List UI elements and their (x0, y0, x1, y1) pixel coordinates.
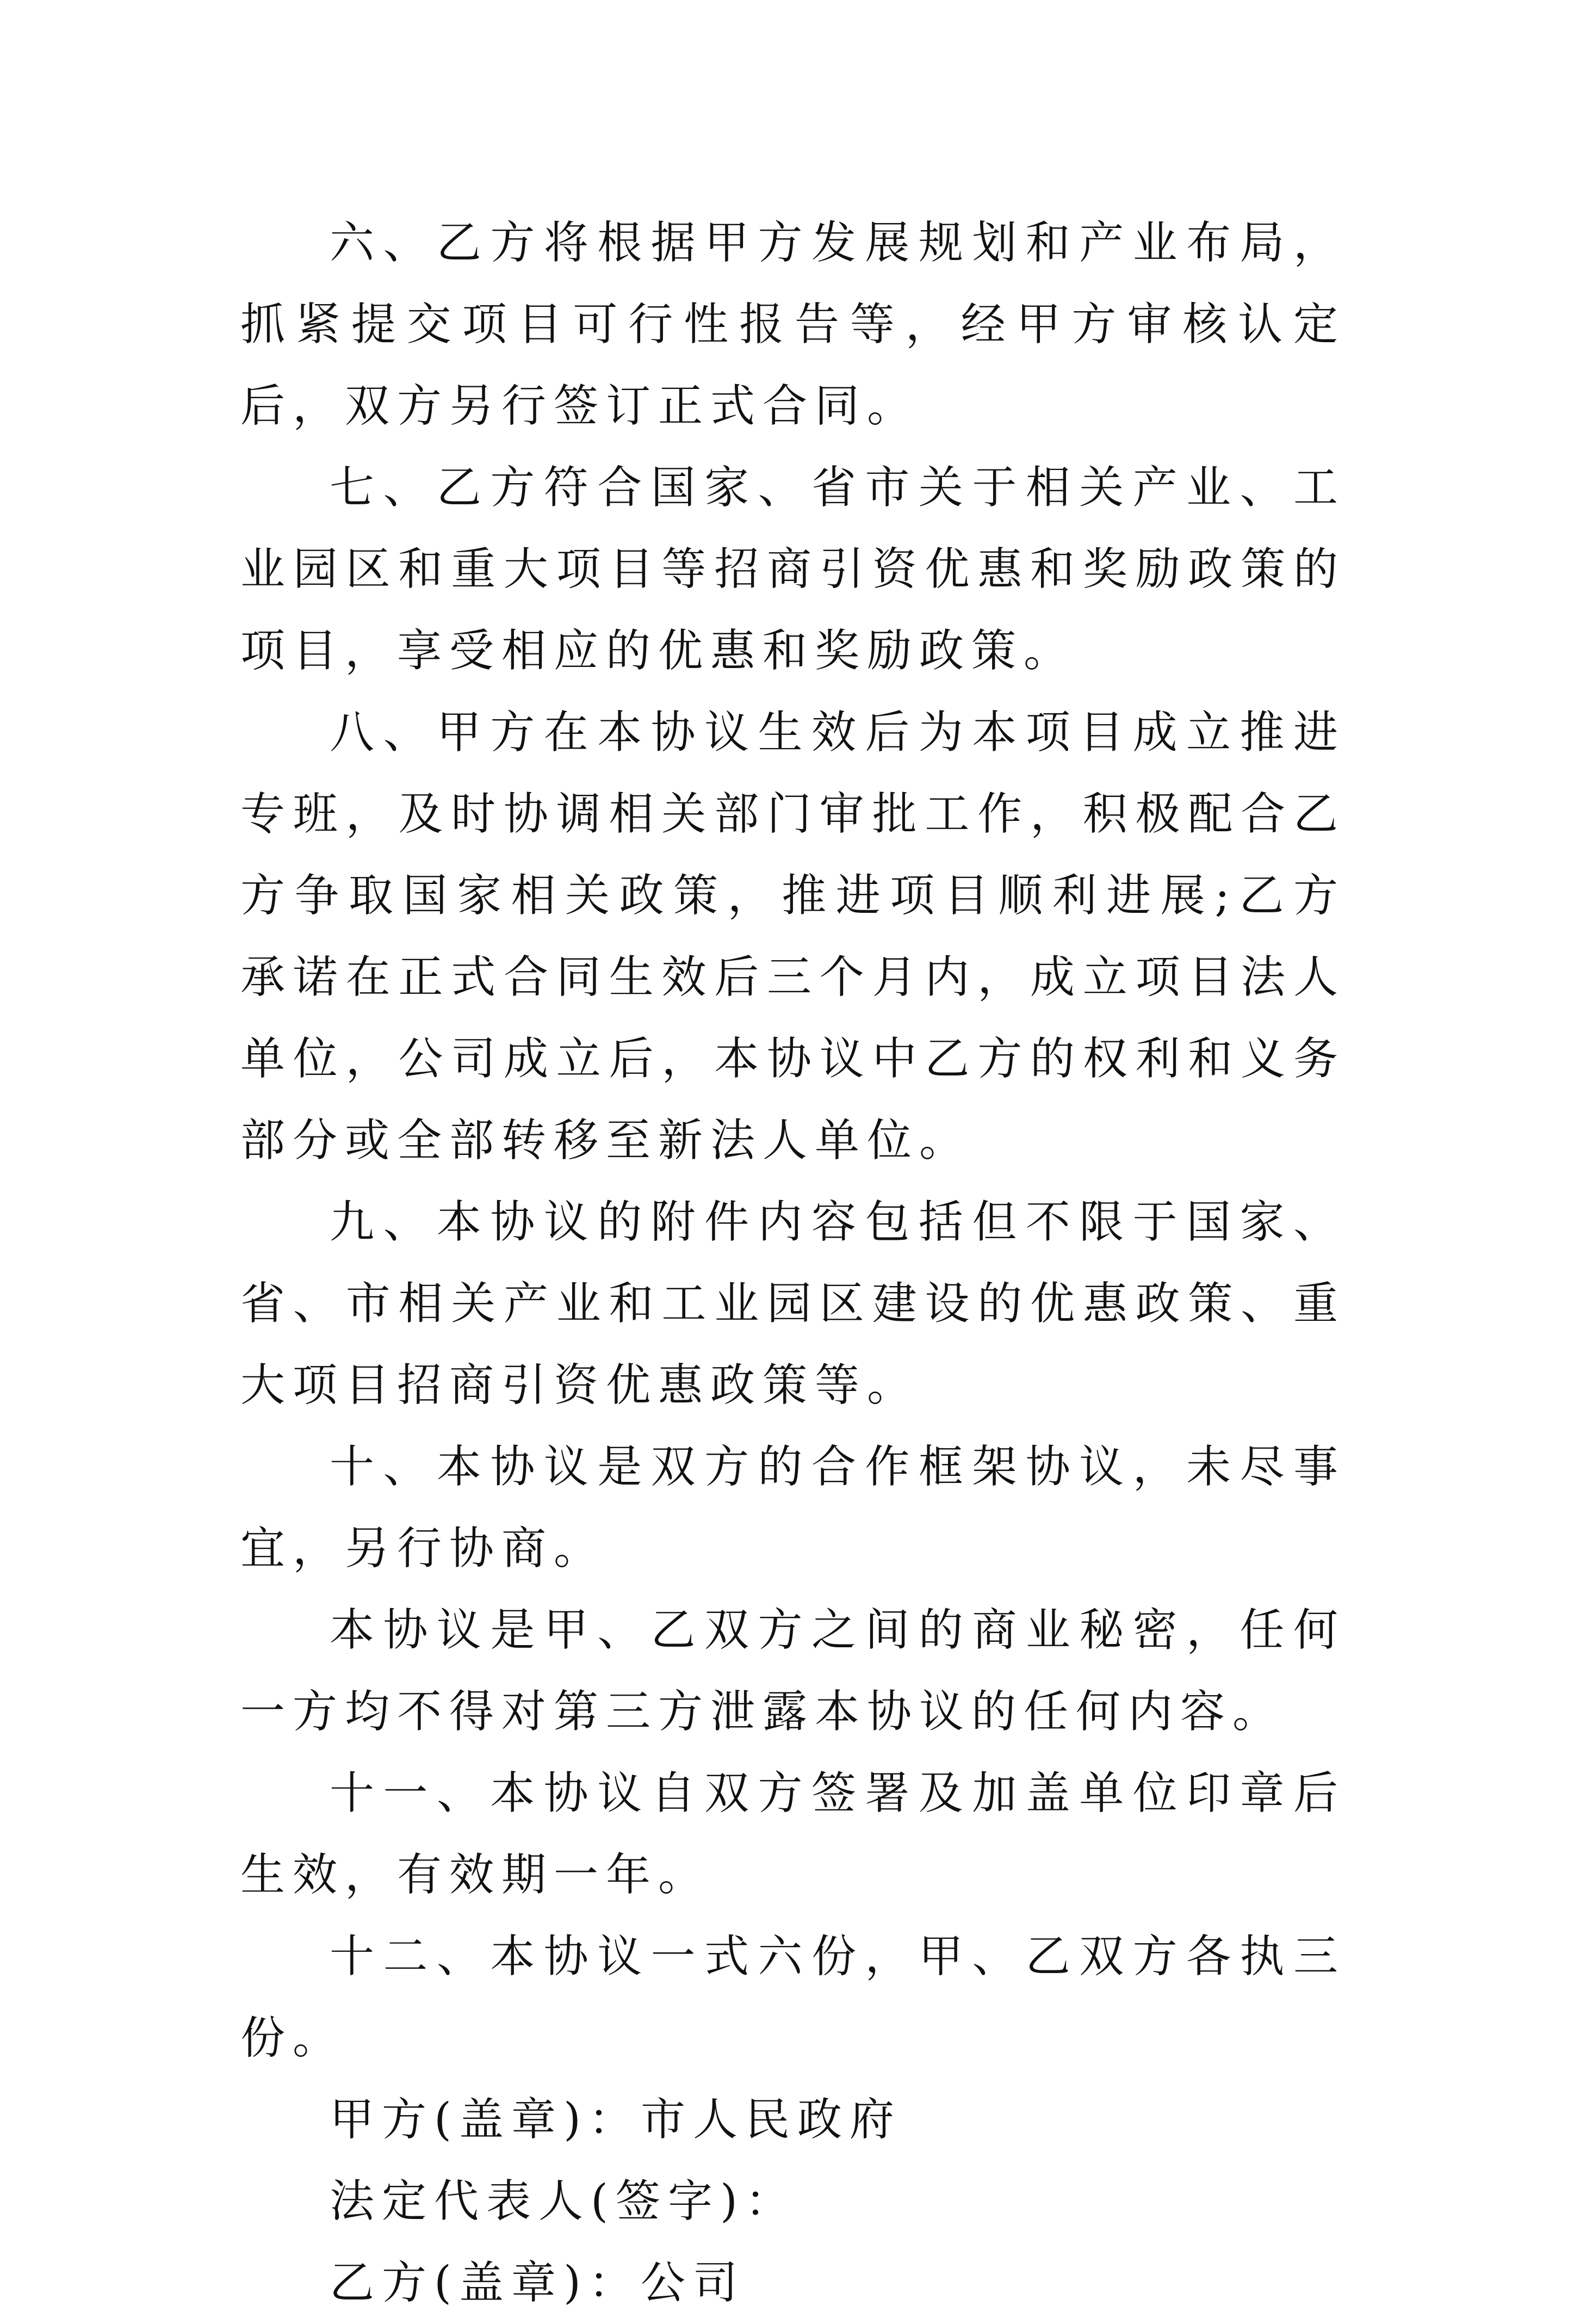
clause-8: 八、甲方在本协议生效后为本项目成立推进专班，及时协调相关部门审批工作，积极配合乙方争取国家相关政策，推进项目顺利进展;乙方承诺在正式合同生效后三个月内，成立项目法人单位，公司成立后，本协议中乙方的权利和义务部分或全部转移至新法人单位。 (240, 707, 1346, 1166)
clause-9: 九、本协议的附件内容包括但不限于国家、省、市相关产业和工业园区建设的优惠政策、重大项目招商引资优惠政策等。 (240, 1196, 1346, 1411)
party-a-seal-line: 甲方(盖章)：市人民政府 (330, 2094, 902, 2146)
party-b-seal-line: 乙方(盖章)：公司 (330, 2257, 745, 2309)
clause-10: 十、本协议是双方的合作框架协议，未尽事宜，另行协商。 (240, 1441, 1346, 1574)
legal-representative-line: 法定代表人(签字)： (330, 2175, 797, 2227)
clause-6: 六、乙方将根据甲方发展规划和产业布局，抓紧提交项目可行性报告等，经甲方审核认定后，双方另行签订正式合同。 (240, 217, 1346, 432)
clause-12: 十二、本协议一式六份，甲、乙双方各执三份。 (240, 1931, 1346, 2064)
clause-7: 七、乙方符合国家、省市关于相关产业、工业园区和重大项目等招商引资优惠和奖励政策的项目，享受相应的优惠和奖励政策。 (240, 462, 1346, 677)
confidentiality-clause: 本协议是甲、乙双方之间的商业秘密，任何一方均不得对第三方泄露本协议的任何内容。 (240, 1604, 1346, 1738)
clause-11: 十一、本协议自双方签署及加盖单位印章后生效，有效期一年。 (240, 1767, 1346, 1901)
document-body (240, 202, 1346, 2324)
